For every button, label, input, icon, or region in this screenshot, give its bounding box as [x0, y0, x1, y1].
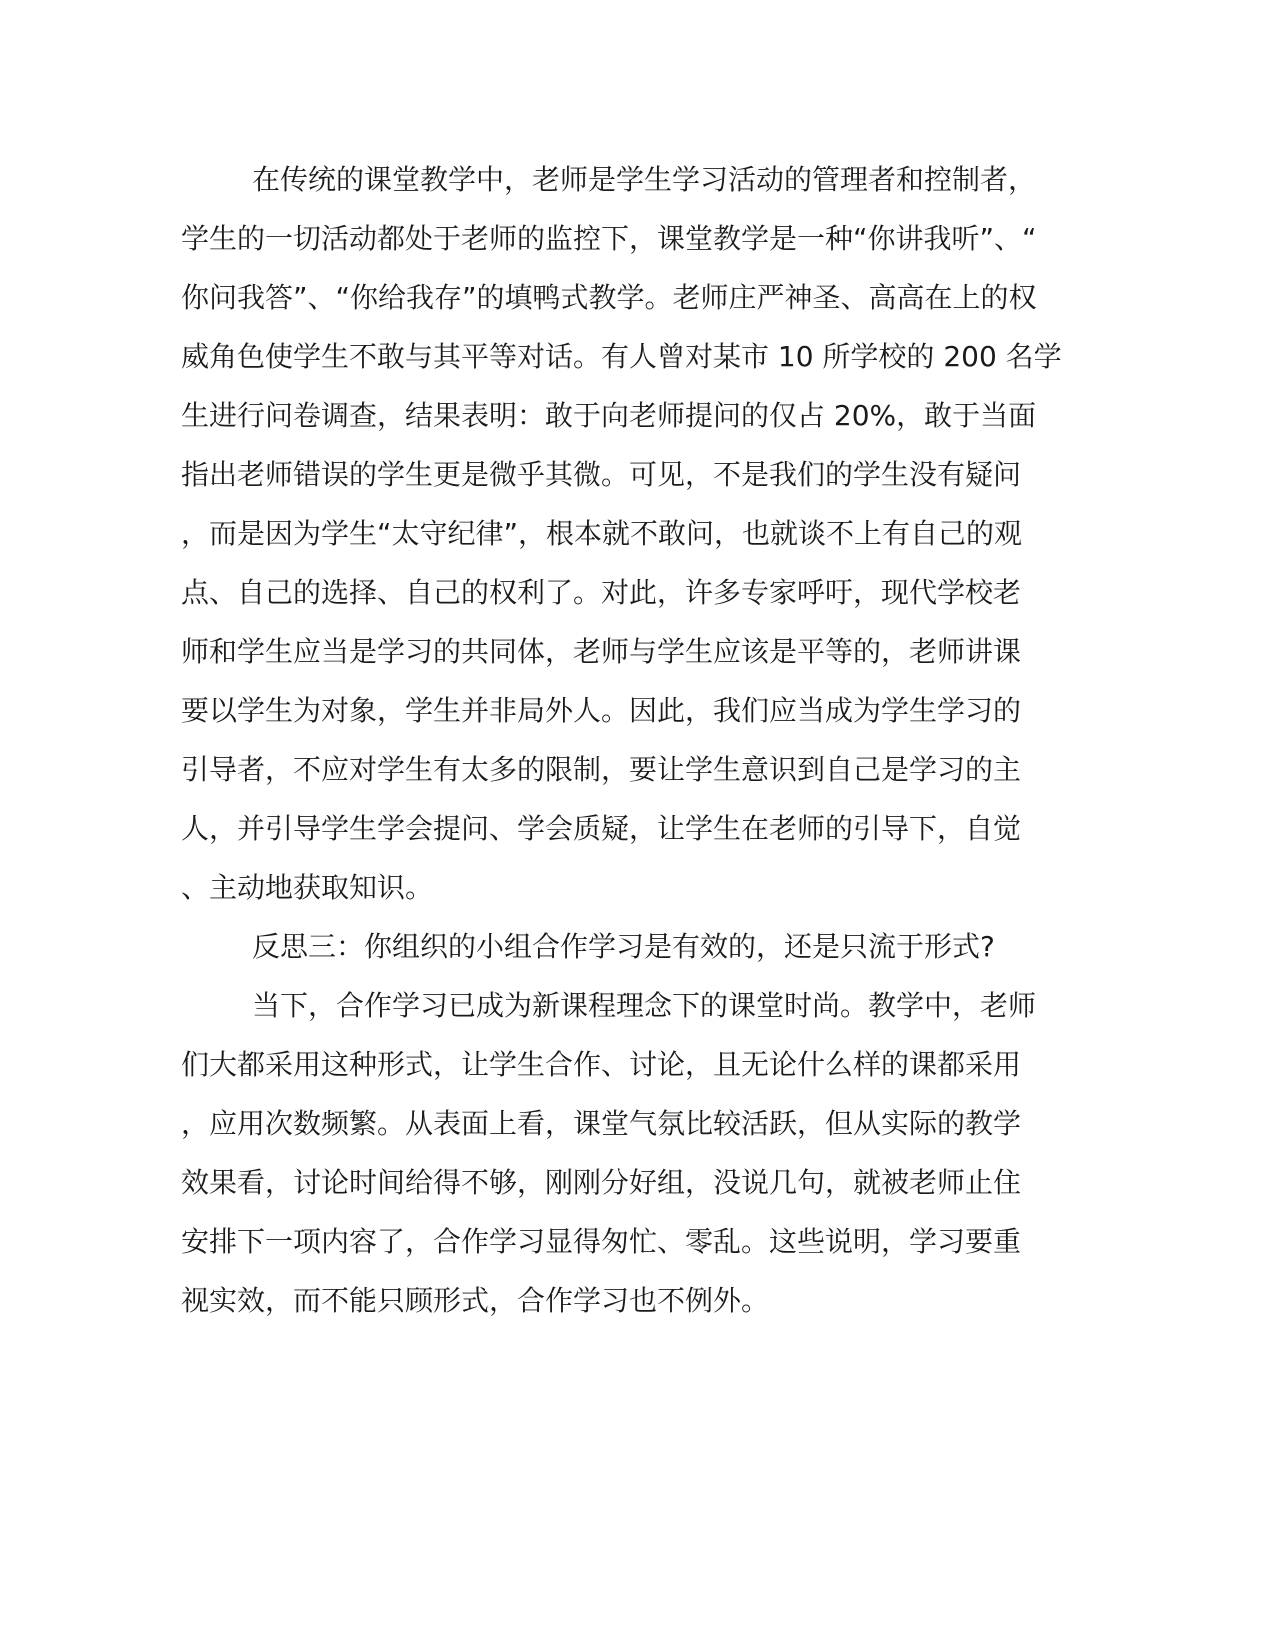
text-line-2: 学生的一切活动都处于老师的监控下，课堂教学是一种“你讲我听”、“ — [181, 222, 1037, 255]
text-line-16: 们大都采用这种形式，让学生合作、讨论，且无论什么样的课都采用 — [181, 1048, 1022, 1081]
text-line-13: 、主动地获取知识。 — [181, 871, 434, 904]
text-line-6: 指出老师错误的学生更是微乎其微。可见，不是我们的学生没有疑问 — [181, 458, 1022, 491]
text-line-4: 威角色使学生不敢与其平等对话。有人曾对某市 10 所学校的 200 名学 — [181, 340, 1062, 373]
text-line-10: 要以学生为对象，学生并非局外人。因此，我们应当成为学生学习的 — [181, 694, 1022, 727]
text-line-3: 你问我答”、“你给我存”的填鸭式教学。老师庄严神圣、高高在上的权 — [181, 281, 1037, 314]
text-line-18: 效果看，讨论时间给得不够，刚刚分好组，没说几句，就被老师止住 — [181, 1166, 1022, 1199]
text-line-20: 视实效，而不能只顾形式，合作学习也不例外。 — [181, 1284, 770, 1317]
text-line-19: 安排下一项内容了，合作学习显得匆忙、零乱。这些说明，学习要重 — [181, 1225, 1022, 1258]
text-line-5: 生进行问卷调查，结果表明：敢于向老师提问的仅占 20%，敢于当面 — [181, 399, 1037, 432]
text-line-7: ，而是因为学生“太守纪律”，根本就不敢问，也就谈不上有自己的观 — [181, 517, 1023, 550]
text-line-17: ，应用次数频繁。从表面上看，课堂气氛比较活跃，但从实际的教学 — [181, 1107, 1022, 1140]
text-line-1: 在传统的课堂教学中，老师是学生学习活动的管理者和控制者， — [252, 163, 1037, 196]
section-heading-reflection-3: 反思三：你组织的小组合作学习是有效的，还是只流于形式? — [252, 930, 995, 963]
text-line-9: 师和学生应当是学习的共同体，老师与学生应该是平等的，老师讲课 — [181, 635, 1022, 668]
text-line-12: 人，并引导学生学会提问、学会质疑，让学生在老师的引导下，自觉 — [181, 812, 1022, 845]
text-line-8: 点、自己的选择、自己的权利了。对此，许多专家呼吁，现代学校老 — [181, 576, 1022, 609]
text-line-11: 引导者，不应对学生有太多的限制，要让学生意识到自己是学习的主 — [181, 753, 1022, 786]
text-line-15: 当下，合作学习已成为新课程理念下的课堂时尚。教学中，老师 — [252, 989, 1037, 1022]
